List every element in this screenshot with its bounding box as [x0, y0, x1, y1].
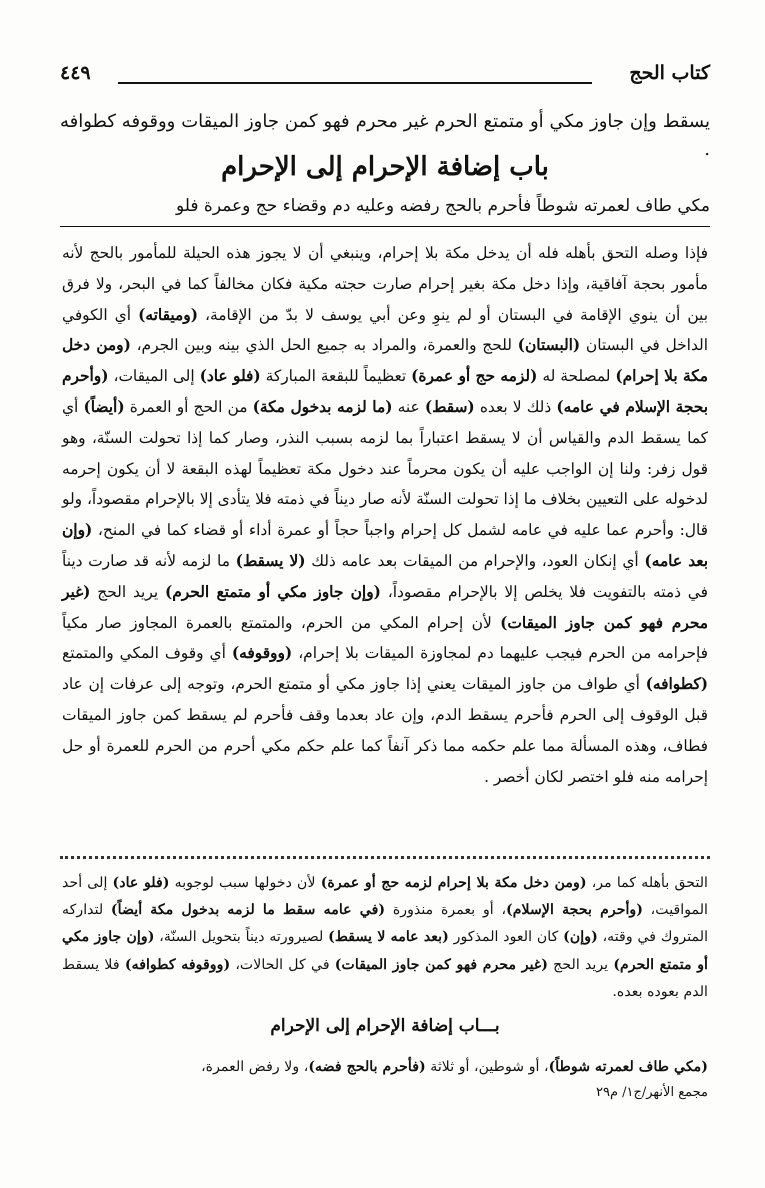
running-header [60, 60, 710, 92]
bold-matn-quote: (وأحرم بحجة الإسلام في عامه) [62, 367, 708, 416]
bold-matn-quote: (فلو عاد) [112, 875, 170, 891]
bold-matn-quote: (ووقوفه) [231, 644, 293, 663]
text-run: تعظيماً للبقعة المباركة [260, 367, 412, 386]
bold-matn-quote: (فأحرم بالحج فضه) [308, 1059, 426, 1075]
bold-matn-quote: (مكي طاف لعمرته شوطاً) [548, 1059, 708, 1075]
footnote-opening [62, 1054, 708, 1081]
section-rule [60, 226, 710, 227]
header-rule [118, 82, 592, 84]
text-run: للحج والعمرة، والمراد به جميع الحل الذي بينه وبين الجرم، [130, 336, 518, 355]
bold-matn-quote: (في عامه سقط ما لزمه بدخول مكة أيضاً) [110, 902, 386, 919]
bold-matn-quote: (لزمه حج أو عمرة) [411, 367, 538, 386]
footnote-chapter-title: بـــاب إضافة الإحرام إلى الإحرام [270, 1016, 500, 1036]
bold-matn-quote: (ما لزمه بدخول مكة) [252, 397, 393, 416]
text-run: إلى أحد المواقيت، [62, 875, 708, 919]
book-page [60, 60, 710, 1150]
bold-matn-quote: (وإن جاوز مكي أو متمتع الحرم) [62, 929, 708, 973]
chapter-title: باب إضافة الإحرام إلى الإحرام [221, 152, 549, 182]
text-run: أي إنكان العود، والإحرام من الميقات بعد عامه ذلك [305, 551, 645, 570]
text-run: كان العود المذكور [448, 929, 564, 946]
bold-matn-quote: (فلو عاد) [199, 367, 261, 386]
text-run: لأن إحرام المكي من الحرم، والمتمتع بالعمرة المجاوز صار مكياً فإحرامه من الحرم فيجب عليهما دم لمجاوزة الميقات بلا إحرام، [62, 613, 709, 663]
text-run: لتداركه المتروك في وقته، [62, 902, 709, 946]
text-run: ، أو شوطين، أو ثلاثة [425, 1059, 549, 1075]
text-run: ، أو بعمرة منذورة [385, 902, 507, 919]
text-run: ، ولا رفض العمرة، [201, 1059, 309, 1075]
text-run: يريد الحج [548, 956, 614, 973]
text-run: فإذا وصله التحق بأهله فله أن يدخل مكة بلا إحرام، وينبغي أن لا يجوز هذه الحيلة للمأمور بالحج لأنه مأمور بحجة آفاقية، وإذا دخل مكة بغير إحرام صارت حجته مكية فكان مخالفاً كما في البحر، ولا فرق بين أن ينوي الإقامة في البستان أو لم ينوِ وعن أبي يوسف لا بدّ من الإقامة، [62, 244, 708, 324]
bold-matn-quote: (بعد عامه لا يسقط) [328, 929, 449, 946]
bold-matn-quote: (ومن دخل مكة بلا إحرام) [62, 336, 708, 386]
bold-matn-quote: (وميقاته) [138, 305, 198, 324]
text-run: التحق بأهله كما مر، [586, 875, 708, 891]
text-run: فلا يسقط الدم بعوده بعده. [62, 956, 708, 1000]
bold-matn-quote: (ومن دخل مكة بلا إحرام لزمه حج أو عمرة) [320, 875, 587, 891]
bold-matn-quote: (سقط) [424, 397, 475, 416]
text-run: من الحج أو العمرة [124, 397, 253, 416]
text-run: أي كما يسقط الدم والقياس أن لا يسقط اعتباراً بما لزمه بسبب النذر، وصار كما إذا تحولت السنّة، وهو قول زفر: ولنا إن الواجب عليه أن يكون محرماً عند دخول مكة تعظيماً لهذه البقعة لا أن يكون إحرمه لدخوله على التعيين بخلاف ما إذا تحولت السنّة لأنه صار ديناً في ذمته فلا يتأدى إلا بالإحرام مقصوداً، ولو قال: وأحرم عما عليه في عامه لشمل كل إحرام واجباً حجاً أو عمرة أداء أو قضاء كما في المنح، [62, 397, 708, 540]
text-run: ما لزمه لأنه قد صارت ديناً في ذمته بالتفويت فلا يخلص إلا بالإحرام مقصوداً، [62, 551, 708, 601]
chapter-opening: مكي طاف لعمرته شوطاً فأحرم بالحج رفضه وعليه دم وقضاء حج وعمرة فلو [175, 196, 710, 216]
bold-matn-quote: (لا يسقط) [235, 551, 306, 570]
bold-matn-quote: (وأحرم بحجة الإسلام) [506, 902, 643, 919]
text-run: يريد الحج [90, 582, 165, 601]
footnote-text [62, 870, 708, 1006]
bold-matn-quote: (وإن جاوز مكي أو متمتع الحرم) [164, 582, 381, 601]
signature-line: مجمع الأنهر/ج١/ م٢٩ [595, 1085, 708, 1100]
text-run: في كل الحالات، [230, 956, 335, 973]
bold-matn-quote: (غير محرم فهو كمن جاوز الميقات) [334, 956, 548, 973]
page-number: ٤٤٩ [60, 62, 91, 84]
header-title: كتاب الحج [629, 62, 710, 84]
text-run: لأن دخولها سبب لوجوبه [169, 875, 321, 891]
text-run: لمصلحة له [537, 367, 616, 386]
bold-matn-quote: (غير محرم فهو كمن جاوز الميقات) [62, 582, 709, 632]
text-run: أي طواف من جاوز الميقات يعني إذا جاوز مكي أو متمتع الحرم، وتوجه إلى عرفات إن عاد قبل الوقوف إلى الحرم فأحرم يسقط الدم، وإن عاد بعدما وقف فأحرم لم يسقط كمن جاوز الميقات فطاف، وهذه المسألة مما علم حكمه مما ذكر آنفاً كما علم حكم مكي أحرم من الحرم للعمرة أو حل إحرامه منه فلو اختصر لكان أخصر . [62, 675, 708, 786]
text-run: إلى الميقات، [108, 367, 200, 386]
bold-matn-quote: (البستان) [517, 336, 581, 355]
footnote-separator [60, 856, 710, 859]
text-run: ذلك لا بعده [474, 397, 557, 416]
text-run: عنه [392, 397, 425, 416]
bold-matn-quote: (أيضاً) [83, 397, 125, 416]
commentary-text [62, 238, 708, 792]
bold-matn-quote: (وإن بعد عامه) [62, 521, 708, 570]
text-run: أي وقوف المكي والمتمتع [62, 644, 232, 663]
text-run: لصيرورته ديناً بتحويل السنّة، [154, 929, 329, 946]
text-run: أي الكوفي الداخل في البستان [62, 305, 708, 355]
bold-matn-quote: (كطوافه) [645, 675, 708, 694]
matn-text: يسقط وإن جاوز مكي أو متمتع الحرم غير محرم فهو كمن جاوز الميقات ووقوفه كطوافه . [60, 111, 710, 160]
bold-matn-quote: (وإن) [563, 929, 598, 946]
bold-matn-quote: (ووقوفه كطوافه) [124, 956, 231, 973]
